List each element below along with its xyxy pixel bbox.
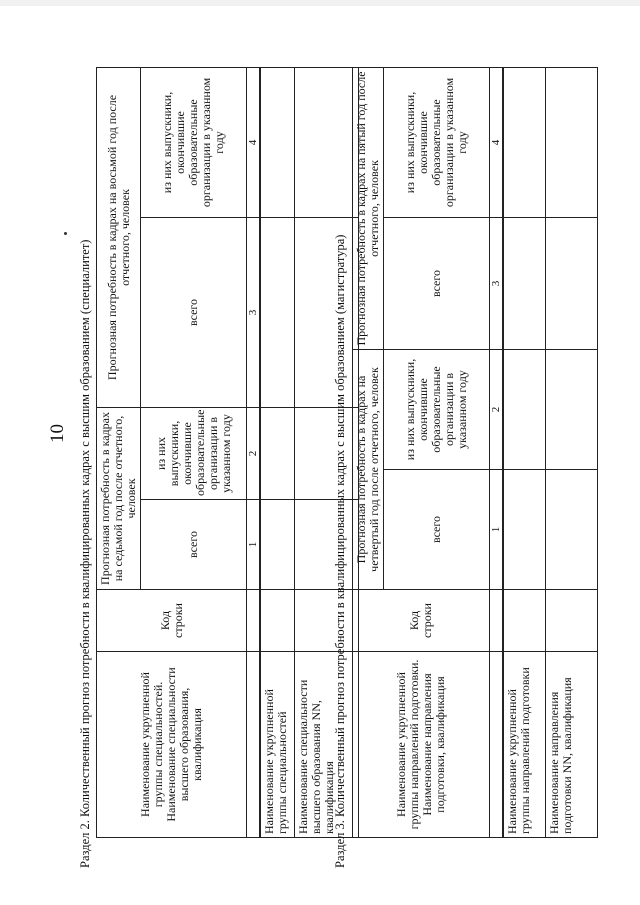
section2-number-cell: 4 bbox=[247, 67, 261, 217]
table-cell bbox=[294, 590, 358, 652]
section2-number-cell: 3 bbox=[247, 217, 261, 407]
table-cell bbox=[294, 67, 358, 217]
section3-number-row bbox=[490, 67, 504, 837]
section2-number-row bbox=[247, 67, 261, 837]
section3-fifth-grads-header: из них выпускники, окончившие образовательные организации в указанном году bbox=[384, 67, 490, 217]
section2-header-row bbox=[97, 67, 141, 837]
table-cell bbox=[545, 350, 597, 470]
table-cell bbox=[260, 590, 294, 652]
section3-number-cell: 3 bbox=[490, 218, 504, 350]
table-cell bbox=[545, 590, 597, 652]
table-cell bbox=[294, 217, 358, 407]
table-cell bbox=[503, 590, 545, 652]
table-cell bbox=[260, 500, 294, 590]
section2-row-label: Наименование укрупненной группы специальностей bbox=[260, 652, 294, 838]
section3-number-cell bbox=[490, 590, 504, 652]
table-cell bbox=[503, 218, 545, 350]
section2-table bbox=[96, 67, 359, 838]
section2-eighth-grads-header: из них выпускники, окончившие образовательные организации в указанном году bbox=[141, 67, 247, 217]
page-number: 10 bbox=[47, 424, 68, 443]
section2-seventh-grads-header: из них выпускники, окончившие образовательные организации в указанном году bbox=[141, 407, 247, 499]
table-cell bbox=[294, 500, 358, 590]
section3-fifth-total-header: всего bbox=[384, 218, 490, 350]
section3-number-cell: 4 bbox=[490, 67, 504, 217]
rotated-page-content bbox=[76, 68, 616, 868]
table-cell bbox=[503, 470, 545, 590]
section3-header-row bbox=[353, 67, 384, 837]
section3-number-cell bbox=[490, 652, 504, 838]
section2-eighth-total-header: всего bbox=[141, 217, 247, 407]
section2-code-header: Код строки bbox=[97, 590, 247, 652]
scan-top-edge bbox=[0, 0, 640, 6]
table-row bbox=[260, 67, 294, 837]
section3-fourth-grads-header: из них выпускники, окончившие образовательные организации в указанном году bbox=[384, 350, 490, 470]
section2-caption: Раздел 2. Количественный прогноз потребности в квалифицированных кадрах с высшим образованием (специалитет) bbox=[78, 239, 92, 868]
table-cell bbox=[260, 217, 294, 407]
section3-caption: Раздел 3. Количественный прогноз потребности в квалифицированных кадрах с высшим образованием (магистратура) bbox=[333, 234, 347, 868]
section3-fourth-year-header: Прогнозная потребность в кадрах на четвертый год после отчетного, человек bbox=[353, 350, 384, 590]
section3-table bbox=[352, 67, 598, 838]
table-cell bbox=[545, 67, 597, 217]
section2-seventh-year-header: Прогнозная потребность в кадрах на седьмой год после отчетного, человек bbox=[97, 407, 141, 589]
section2-name-header: Наименование укрупненной группы специальностей. Наименование специальности высшего образования, квалификация bbox=[97, 652, 247, 838]
section3-code-header: Код строки bbox=[353, 590, 490, 652]
table-cell bbox=[294, 407, 358, 499]
table-row bbox=[503, 67, 545, 837]
table-cell bbox=[503, 67, 545, 217]
section2-eighth-year-header: Прогнозная потребность в кадрах на восьмой год после отчетного, человек bbox=[97, 67, 141, 407]
table-cell bbox=[260, 407, 294, 499]
section3-fifth-year-header: Прогнозная потребность в кадрах на пятый год после отчетного, человек bbox=[353, 67, 384, 349]
table-row bbox=[545, 67, 597, 837]
table-cell bbox=[545, 470, 597, 590]
table-row bbox=[294, 67, 358, 837]
section2-row-label: Наименование специальности высшего образования NN, квалификация bbox=[294, 652, 358, 838]
section2-number-cell bbox=[247, 590, 261, 652]
section3-fourth-total-header: всего bbox=[384, 470, 490, 590]
section2-number-cell: 2 bbox=[247, 407, 261, 499]
scan-speck bbox=[64, 232, 67, 235]
section2-seventh-total-header: всего bbox=[141, 500, 247, 590]
table-cell bbox=[260, 67, 294, 217]
section3-number-cell: 2 bbox=[490, 350, 504, 470]
table-cell bbox=[545, 218, 597, 350]
section2-number-cell bbox=[247, 652, 261, 838]
section2-number-cell: 1 bbox=[247, 500, 261, 590]
section3-name-header: Наименование укрупненной группы направлений подготовки. Наименование направления подготовки, квалификация bbox=[353, 652, 490, 838]
section3-number-cell: 1 bbox=[490, 470, 504, 590]
table-cell bbox=[503, 350, 545, 470]
section3-row-label: Наименование направления подготовки NN, квалификация bbox=[545, 652, 597, 838]
section3-row-label: Наименование укрупненной группы направлений подготовки bbox=[503, 652, 545, 838]
